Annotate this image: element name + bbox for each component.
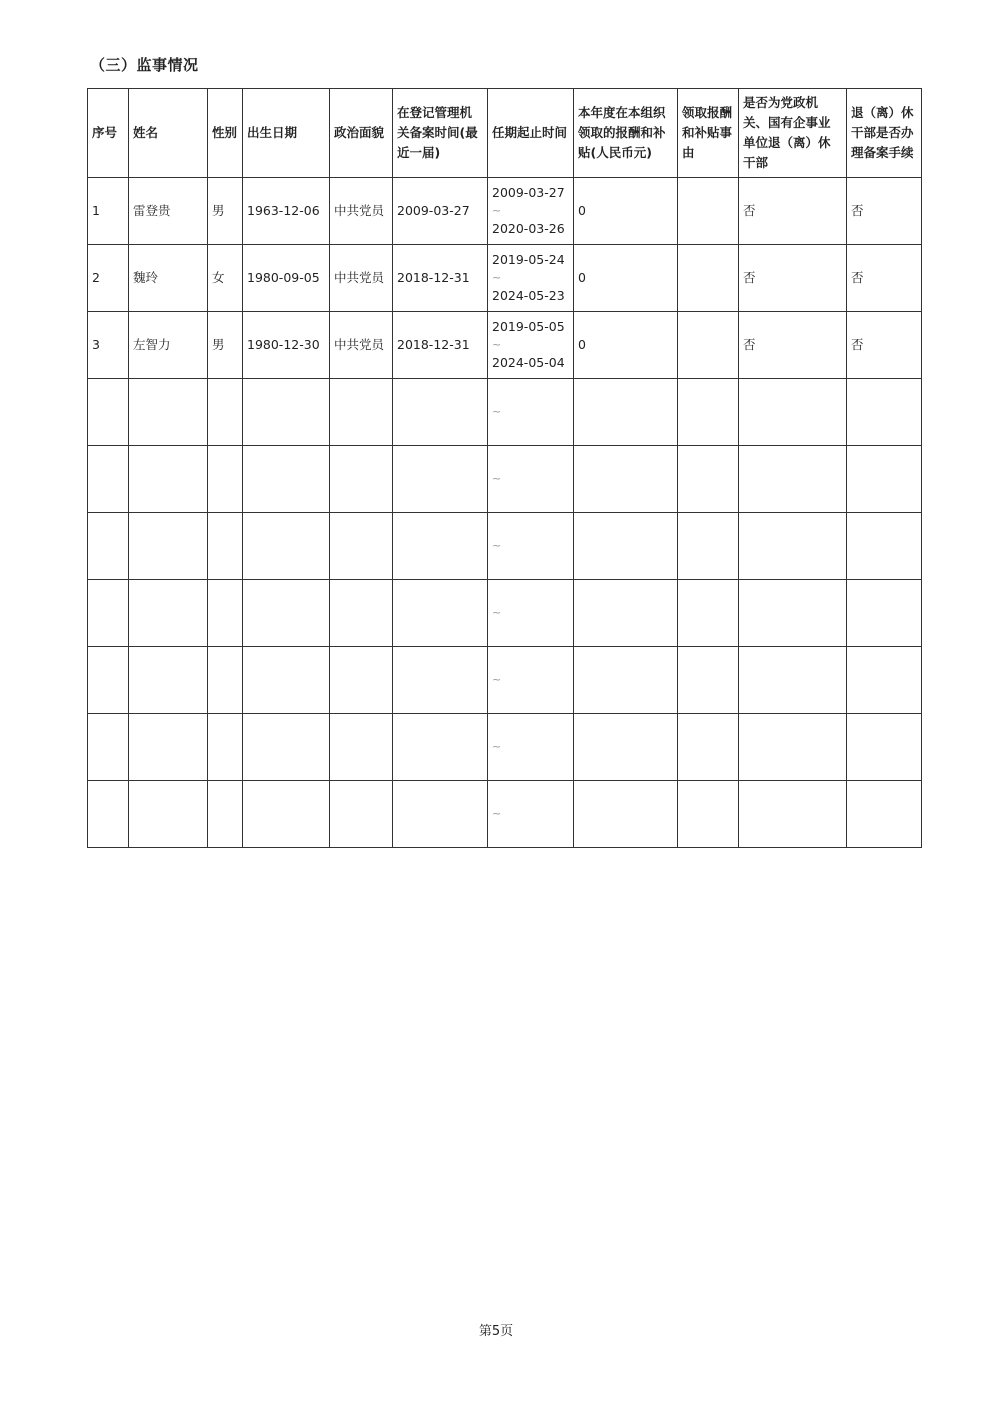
cell-term [488,580,574,647]
cell-reason [678,580,739,647]
header-cell-political: 政治面貌 [330,89,393,178]
cell-birth: 1980-12-30 [243,312,330,379]
cell-name [129,580,208,647]
table-row [88,245,922,312]
table-row [88,446,922,513]
cell-filing: 否 [847,245,922,312]
cell-retired [739,379,847,446]
cell-reason [678,379,739,446]
term-sep: ~ [492,673,502,686]
cell-political [330,714,393,781]
cell-name: 魏玲 [129,245,208,312]
cell-no [88,781,129,848]
term-start: 2019-05-24 [492,252,565,267]
cell-filed [393,714,488,781]
cell-political [330,781,393,848]
cell-term [488,312,574,379]
cell-pay: 0 [574,245,678,312]
term-sep: ~ [492,405,502,418]
cell-no [88,379,129,446]
cell-pay [574,446,678,513]
cell-term [488,647,574,714]
cell-retired [739,513,847,580]
cell-reason [678,312,739,379]
cell-filing [847,580,922,647]
term-sep: ~ [492,472,502,485]
cell-political: 中共党员 [330,178,393,245]
table-row [88,379,922,446]
cell-political [330,446,393,513]
cell-reason [678,781,739,848]
cell-filing [847,513,922,580]
cell-pay [574,781,678,848]
cell-gender [208,513,243,580]
header-cell-reason: 领取报酬和补贴事由 [678,89,739,178]
cell-pay [574,647,678,714]
table-row [88,580,922,647]
cell-birth: 1963-12-06 [243,178,330,245]
table-row [88,513,922,580]
cell-name [129,513,208,580]
table-row [88,647,922,714]
cell-gender: 男 [208,178,243,245]
cell-no: 3 [88,312,129,379]
cell-retired: 否 [739,312,847,379]
supervisor-table [87,88,922,848]
cell-no [88,714,129,781]
header-cell-pay: 本年度在本组织领取的报酬和补贴(人民币元) [574,89,678,178]
term-end: 2020-03-26 [492,221,565,236]
cell-political: 中共党员 [330,245,393,312]
header-cell-name: 姓名 [129,89,208,178]
cell-filing [847,781,922,848]
cell-political [330,379,393,446]
cell-filed [393,446,488,513]
cell-filed [393,379,488,446]
term-sep: ~ [492,807,502,820]
cell-name [129,647,208,714]
table-row [88,781,922,848]
table-row [88,714,922,781]
cell-filed: 2018-12-31 [393,245,488,312]
cell-filed [393,647,488,714]
cell-gender: 女 [208,245,243,312]
cell-no: 2 [88,245,129,312]
cell-filing [847,379,922,446]
cell-filing: 否 [847,178,922,245]
cell-filed [393,580,488,647]
cell-birth [243,714,330,781]
header-cell-filing: 退（离）休干部是否办理备案手续 [847,89,922,178]
cell-term [488,178,574,245]
header-cell-term: 任期起止时间 [488,89,574,178]
cell-retired [739,714,847,781]
term-sep: ~ [492,204,502,217]
page-number: 第5页 [478,1324,514,1339]
cell-term [488,245,574,312]
cell-political [330,513,393,580]
cell-name: 左智力 [129,312,208,379]
cell-no: 1 [88,178,129,245]
table-row [88,312,922,379]
header-cell-filed: 在登记管理机关备案时间(最近一届) [393,89,488,178]
cell-filing: 否 [847,312,922,379]
cell-gender [208,647,243,714]
cell-pay [574,379,678,446]
cell-birth [243,446,330,513]
term-end: 2024-05-23 [492,288,565,303]
cell-birth [243,513,330,580]
cell-birth: 1980-09-05 [243,245,330,312]
term-start: 2019-05-05 [492,319,565,334]
cell-no [88,580,129,647]
header-cell-no: 序号 [88,89,129,178]
term-sep: ~ [492,338,502,351]
cell-filed: 2009-03-27 [393,178,488,245]
cell-name [129,379,208,446]
cell-term [488,513,574,580]
cell-no [88,446,129,513]
cell-filing [847,714,922,781]
cell-gender [208,379,243,446]
cell-term [488,446,574,513]
cell-reason [678,714,739,781]
cell-filing [847,446,922,513]
cell-filed: 2018-12-31 [393,312,488,379]
cell-gender [208,580,243,647]
cell-filing [847,647,922,714]
header-cell-gender: 性别 [208,89,243,178]
header-cell-birth: 出生日期 [243,89,330,178]
section-title: （三）监事情况 [90,56,199,74]
cell-term [488,714,574,781]
term-sep: ~ [492,740,502,753]
cell-name [129,714,208,781]
cell-political: 中共党员 [330,312,393,379]
term-sep: ~ [492,606,502,619]
cell-retired [739,781,847,848]
cell-political [330,580,393,647]
term-sep: ~ [492,271,502,284]
cell-reason [678,245,739,312]
cell-no [88,647,129,714]
cell-name [129,446,208,513]
cell-birth [243,647,330,714]
cell-filed [393,781,488,848]
cell-name [129,781,208,848]
cell-birth [243,379,330,446]
cell-name: 雷登贵 [129,178,208,245]
cell-term [488,781,574,848]
cell-retired: 否 [739,245,847,312]
cell-political [330,647,393,714]
term-start: 2009-03-27 [492,185,565,200]
cell-reason [678,513,739,580]
cell-gender [208,446,243,513]
cell-gender [208,781,243,848]
cell-pay: 0 [574,312,678,379]
cell-birth [243,781,330,848]
term-end: 2024-05-04 [492,355,565,370]
cell-filed [393,513,488,580]
table-header-row [88,89,922,178]
cell-pay [574,714,678,781]
table-row [88,178,922,245]
cell-gender [208,714,243,781]
cell-term [488,379,574,446]
term-sep: ~ [492,539,502,552]
cell-retired [739,647,847,714]
cell-reason [678,446,739,513]
cell-gender: 男 [208,312,243,379]
cell-reason [678,178,739,245]
cell-reason [678,647,739,714]
cell-pay: 0 [574,178,678,245]
cell-pay [574,513,678,580]
header-cell-retired: 是否为党政机关、国有企事业单位退（离）休干部 [739,89,847,178]
cell-no [88,513,129,580]
cell-pay [574,580,678,647]
cell-retired [739,446,847,513]
cell-birth [243,580,330,647]
cell-retired: 否 [739,178,847,245]
cell-retired [739,580,847,647]
